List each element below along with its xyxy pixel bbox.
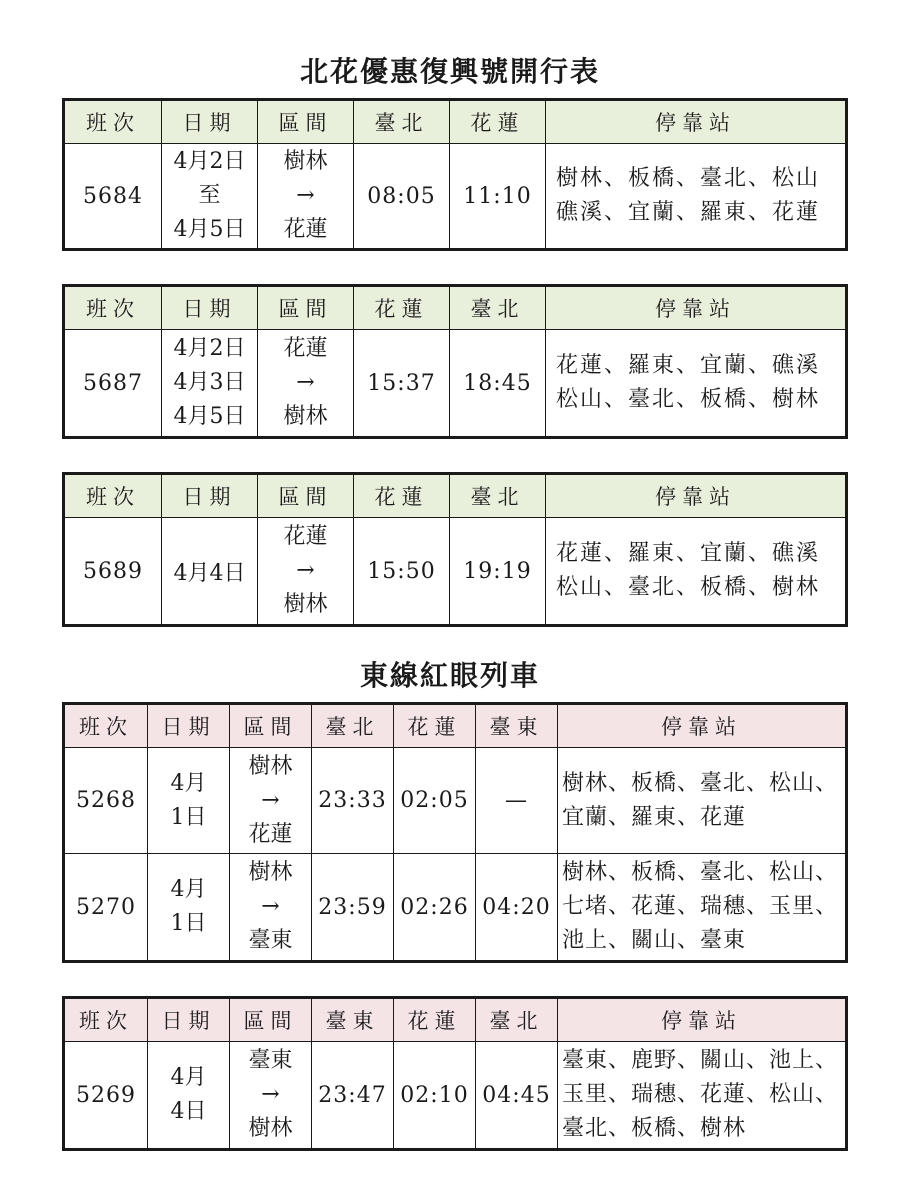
route-cell: 臺東 → 樹林 [230,1042,312,1150]
table-row [64,330,847,438]
header-station-1: 臺北 [312,704,394,748]
train-number: 5689 [64,518,162,626]
header-station-1: 花蓮 [354,474,450,518]
header-date: 日期 [148,704,230,748]
stops-cell: 臺東、鹿野、關山、池上、 玉里、瑞穗、花蓮、松山、 臺北、板橋、樹林 [558,1042,847,1150]
header-station-1: 臺東 [312,998,394,1042]
stops-cell: 花蓮、羅東、宜蘭、礁溪 松山、臺北、板橋、樹林 [546,330,847,438]
date-cell: 4月 1日 [148,854,230,962]
train-number: 5269 [64,1042,148,1150]
header-train-no: 班次 [64,286,162,330]
route-cell: 花蓮 → 樹林 [258,330,354,438]
departure-time: 15:50 [354,518,450,626]
header-station-3: 臺北 [476,998,558,1042]
header-train-no: 班次 [64,704,148,748]
header-station-2: 臺北 [450,474,546,518]
section-title-north-hualien: 北花優惠復興號開行表 [299,55,600,88]
table-row [64,144,847,250]
header-station-2: 花蓮 [450,100,546,144]
header-date: 日期 [148,998,230,1042]
time-2: 02:10 [394,1042,476,1150]
train-number: 5684 [64,144,162,250]
header-station-2: 臺北 [450,286,546,330]
header-station-1: 花蓮 [354,286,450,330]
header-train-no: 班次 [64,998,148,1042]
timetable-redeye-southbound [62,702,848,963]
stops-cell: 樹林、板橋、臺北、松山 礁溪、宜蘭、羅東、花蓮 [546,144,847,250]
arrival-time: 11:10 [450,144,546,250]
train-number: 5687 [64,330,162,438]
stops-cell: 花蓮、羅東、宜蘭、礁溪 松山、臺北、板橋、樹林 [546,518,847,626]
date-cell: 4月2日 至 4月5日 [162,144,258,250]
arrival-time: 18:45 [450,330,546,438]
header-stops: 停靠站 [558,998,847,1042]
route-cell: 樹林 → 臺東 [230,854,312,962]
date-cell: 4月 4日 [148,1042,230,1150]
header-stops: 停靠站 [546,286,847,330]
header-station-3: 臺東 [476,704,558,748]
header-stops: 停靠站 [546,100,847,144]
date-cell: 4月4日 [162,518,258,626]
header-date: 日期 [162,100,258,144]
time-2: 02:05 [394,748,476,854]
table-row [64,1042,847,1150]
table-row [64,748,847,854]
route-cell: 樹林 → 花蓮 [230,748,312,854]
header-route: 區間 [258,100,354,144]
stops-cell: 樹林、板橋、臺北、松山、 宜蘭、羅東、花蓮 [558,748,847,854]
time-2: 02:26 [394,854,476,962]
arrival-time: 19:19 [450,518,546,626]
date-cell: 4月 1日 [148,748,230,854]
timetable-5689 [62,472,848,627]
header-stops: 停靠站 [546,474,847,518]
header-date: 日期 [162,474,258,518]
section-title-east-redeye: 東線紅眼列車 [359,659,540,692]
header-train-no: 班次 [64,474,162,518]
time-1: 23:47 [312,1042,394,1150]
header-route: 區間 [230,704,312,748]
header-route: 區間 [258,474,354,518]
header-train-no: 班次 [64,100,162,144]
table-row [64,854,847,962]
header-station-2: 花蓮 [394,998,476,1042]
table-row [64,518,847,626]
timetable-5687 [62,284,848,439]
time-3: — [476,748,558,854]
route-cell: 花蓮 → 樹林 [258,518,354,626]
header-station-2: 花蓮 [394,704,476,748]
train-number: 5268 [64,748,148,854]
time-3: 04:45 [476,1042,558,1150]
departure-time: 15:37 [354,330,450,438]
time-1: 23:33 [312,748,394,854]
header-route: 區間 [230,998,312,1042]
date-cell: 4月2日 4月3日 4月5日 [162,330,258,438]
time-3: 04:20 [476,854,558,962]
time-1: 23:59 [312,854,394,962]
header-route: 區間 [258,286,354,330]
header-date: 日期 [162,286,258,330]
route-cell: 樹林 → 花蓮 [258,144,354,250]
header-stops: 停靠站 [558,704,847,748]
header-station-1: 臺北 [354,100,450,144]
departure-time: 08:05 [354,144,450,250]
stops-cell: 樹林、板橋、臺北、松山、 七堵、花蓮、瑞穗、玉里、 池上、關山、臺東 [558,854,847,962]
timetable-5684 [62,98,848,251]
timetable-redeye-northbound [62,996,848,1151]
train-number: 5270 [64,854,148,962]
